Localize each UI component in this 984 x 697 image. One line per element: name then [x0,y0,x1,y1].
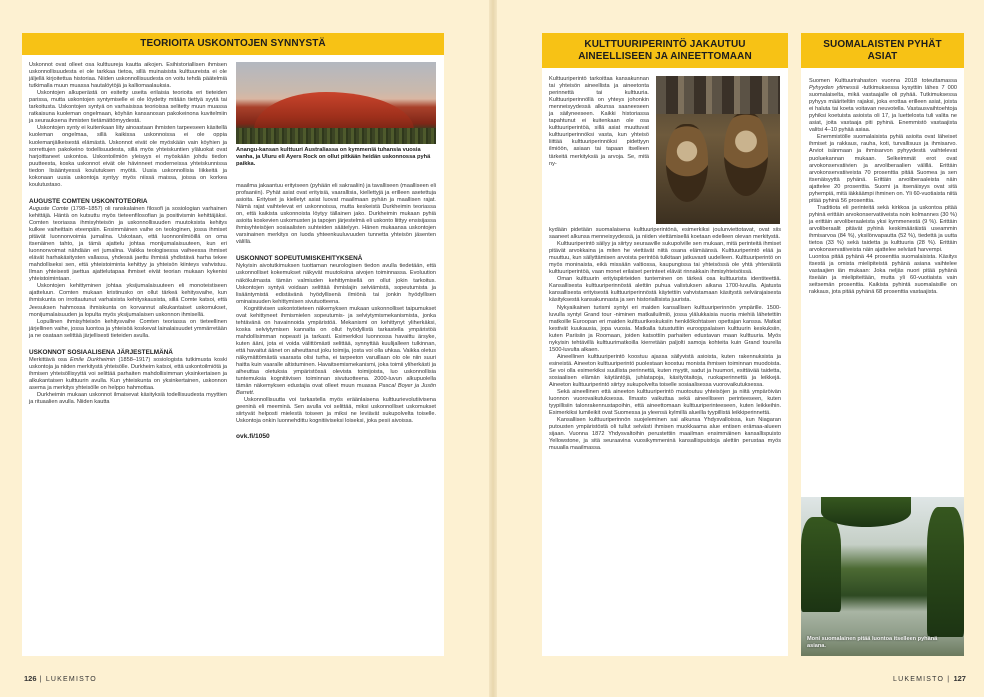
sidebar-text [809,78,957,296]
lake-photo-caption: Moni suomalainen pitää luontoa itselleen pyhänä asiana. [807,636,938,649]
comte-paragraph: Lopullinen ihmisyhteisön kehitysvaihe Comten teoriassa on tieteellinen järjellinen vaihe, jossa luontoa ja yhteisöä koskevat lainalaisuudet ymmärretään ja ne osataan selittää järjellisesti tieteiden avulla. [29,318,227,339]
right-article-title: KULTTUURIPERINTÖ JAKAUTUU AINEELLISEEN JA AINEETTOMAAN [578,38,752,62]
sidebar-paragraph [809,78,957,134]
uluru-photo-caption: Anangu-kansan kulttuuri Australiassa on kymmeniä tuhansia vuosia vanha, ja Uluru eli Ayers Rock on ollut pitkään heidän uskonnossa pyhä paikka. [236,147,431,167]
right-wide-column [549,227,781,453]
mask-left [666,124,708,202]
left-column-1 [29,62,227,406]
intro-paragraph: Uskontojen alkuperästä on esitetty useita erilaisia teorioita eri tieteiden parissa, mutta uskontojen syntymiselle ei ole löydetty mitään tiettyä syytä tai tarkoitusta. Uskontojen syntyä on varhaisissa teorioissa selitetty muun muassa ratkaisuna kuoleman ongelmaan, köyhän kansanosan pakokeinona kuvitelmiin ja seurauksena ihmisten tietämättömyydestä. [29,90,227,125]
sidebar-text-1: -tutkimuksessa kysyttiin lähes 7 000 suomalaiselta, mikä vastaajalle oli pyhää. Tutkimuksessa pyhyys määriteltiin rajaksi, joka erottaa erilleen asiat, joista ei haluta tai koeta voitavan neuvotella. Vastausvaihtoehtoja pyhiksi koetuista asioista oli 17, ja luettelosta tuli valita ne asiat, joita vastaaja piti pyhinä. Enemmistö vastaajista valitsi 4–10 pyhää asiaa. [809,85,957,134]
comte-paragraph [29,206,227,284]
sidebar-panel [801,33,964,656]
tree-canopy [821,497,911,527]
adaptation-paragraph [236,306,436,398]
comte-text: (1798–1857) oli ranskalainen filosofi ja sosiologian varhainen kehittäjä. Häntä on kutsuttu myös tieteenfilosofian ja positivismin kehittäjäksi. Comten teoriassa ihmisyhteisön ja uskonnollisuuden muutoksista kehitys kulkee vaiheittain eteenpäin. Ensimmäinen vaihe on teologinen, jossa ihmiset pitävät luonnonvoimia jumalina. Uskotaan, että luonnonilmiöillä on oma itsenäinen tahto, ja tämä ajattelu johtaa monijumalaisuuteen, kun eri luonnonvoimat nähdään eri jumalina. Vaikka teologisessa vaiheessa ihmiset elävät harhakäsitysten vallassa, yhdessä jaettu ihmisiä yhdistävä harha tekee mahdolliseksi sen, että yhteistoiminta kehittyy ja yhteisön kiinteys vahvistuu. Ilman yhteisesti jaettua ajattelutapaa ihmiset eivät teorian mukaan kykenisi yhteistoimintaan. [29,205,227,283]
mask-right [724,112,768,196]
ovk-link[interactable]: ovk.fi/1050 [236,432,270,440]
right-page-number: 127 [953,674,966,683]
left-page-number: 126 [24,674,37,683]
left-column-2 [236,183,436,440]
durkheim-name: Emile Durkheimin [70,356,116,363]
sidebar-title: SUOMALAISTEN PYHÄT ASIAT [823,38,942,62]
adaptation-paragraph: Nykyisin aivotutkimuksen tuottaman neurologisen tiedon avulla tiedetään, että uskonnolliset kokemukset näkyvät muutoksina aivojen toiminnassa. Evoluution näkökulmasta tämän valmiuden kehittymisellä on ollut jokin tarkoitus. Uskontojen syntyä voidaan selittää ihmislajin selviämistä, sopeutumista ja lisääntymistä edistävänä hyödyllisenä ilmiönä tai jonkin hyödyllisen ominaisuuden kehittymisen sivutuotteena. [236,263,436,305]
durkheim-continued-paragraph: maailma jakaantuu erityiseen (pyhään eli sakraaliin) ja tavalliseen (maalliseen eli profaaniin). Pyhät asiat ovat erityisiä, vaarallisia, kiellettyjä ja erilleen asetettuja asioita. Erityiset ja kielletyt asiat luovat maailmaan pyhän ja maallisen rajat. Nämä rajat vaihtelevat eri uskonnoissa, mutta keskeistä Durkheimin teoriassa on, että kaikista uskonnoista löytyy tällainen jako. Durkheimin mukaan pyhiä asioita koskevien uskomusten ja tapojen järjestelmä eli uskonto liittyy ensisijassa ihmisyhteisöjen sosiaalisten suhteiden säätelyyn. Hänen mukaansa uskontojen varsinainen merkitys on luoda yhteenkuuluvuuden tunnetta yhteisön jäsenten välillä. [236,183,436,246]
left-page-footer: 126 | LUKEMISTO [24,674,97,683]
right-article-panel [542,33,788,656]
sidebar-paragraph: Luontoa pitää pyhänä 44 prosenttia suomalaisista. Käsitys itsestä ja omista mielipiteistä pyhänä asiana vaihtelee vastaajien iän mukaan: Joka neljäs nuori pitää pyhänä itseään ja mielipiteitään, mutta yli 60-vuotiaista vain seitsemän prosenttia. Kaikista pyhintä suomalaisille on rakkaus, jota pitää pyhänä 68 prosenttia vastaajista. [809,254,957,296]
durkheim-heading: USKONNOT SOSIAALISENA JÄRJESTELMÄNÄ [29,348,173,356]
mask-headdress [656,76,780,114]
adaptation-paragraph: Uskonnollisuutta voi tarkastella myös eräänlaisena kulttuurievolutiivisena geeninä eli meeminä. Sen avulla voi selittää, miksi uskonnolliset uskomukset siirtyvät helposti mielestä toiseen ja miksi ne leviävät sukupolvelta toiselle. Uskontoja onkin luonnehdittu kognitiiviseksi loiseksi, joka pesii aivoissa. [236,397,436,425]
sidebar-lead: Suomen Kulttuurirahaston vuonna 2018 toteuttamassa [809,78,957,84]
study-name: Pyhyyden ytimessä [809,85,859,92]
durkheim-paragraph: Durkheimin mukaan uskonnot ilmaisevat käsityksiä todellisuudesta myyttien ja rituaalien avulla. Niiden kautta [29,391,227,406]
heritage-paragraph: Oman kulttuurin erityispiirteiden tunteminen on tärkeä osa kulttuurista identiteettiä. Kansallisesta kulttuuriperinnöstä alettiin puhua valistuksen aikana 1700-luvulla. Ajatusta kansallisesta erityisestä kulttuuriperinnöstä käytettiin vahvistamaan käsitystä selvärajaisesta käsityksestä kansakunnasta ja sen historiallisista juurista. [549,276,781,304]
left-article-title: TEORIOITA USKONTOJEN SYNNYSTÄ [140,38,326,49]
right-article-header [542,33,788,68]
comte-heading: AUGUSTE COMTEN USKONTOTEORIA [29,197,148,205]
sidebar-paragraph: Enemmistölle suomalaisista pyhiä asioita ovat läheiset ihmiset ja rakkaus, rauha, koti, turvallisuus ja ihmisarvo. Arviot isänmaan ja ihmisarvon pyhyydestä vaihtelevat puoluekannan mukaan. Selkeimmät erot ovat arvokonservatiivien ja arvoliberaalien välillä. Erittäin arvokonservatiiveista 70 prosenttia pitää Suomea ja sen itsenäisyyttä pyhänä. Erittäin arvoliberaaleista näin ajattelee 20 prosenttia. Suomi ja itsenäisyys ovat sitä pyhempiä, mitä iäkkäämpi ihminen on. Yli 60-vuotiaista niitä pitää pyhinä 56 prosenttia. [809,134,957,204]
bush-foreground [236,128,436,144]
left-book-title: LUKEMISTO [45,676,97,683]
comte-name: Auguste Comte [29,205,69,212]
durkheim-lead: Merkittävä osa [29,356,67,363]
heritage-paragraph: Kansallisen kulttuuriperinnön suojeleminen sai alkunsa Yhdysvalloissa, kun Niagaran putousten ympäristöstä oli tullut selvästi ihmisen muokkaama alue entisen erämaa-alueen sijaan. Vuonna 1872 Yhdysvaltoihin perustettiin maailman ensimmäinen kansallispuisto Yellowstone, ja sitä seuraavina vuosikymmeninä kansallispuistoja alettiin perustaa myös muualla maailmassa. [549,417,781,452]
heritage-paragraph: Aineellinen kulttuuriperintö koostuu ajassa säilyvistä asioista, kuten rakennuksista ja esineistä. Aineeton kulttuuriperintö puolestaan koostuu monista ihmisen toiminnan muodoista. Se voi olla esimerkiksi suullista perinnettä, kuten myytit, sadut ja huumori, esittävää taidetta, sosiaalisen elämän käytäntöjä, juhlatapoja, käsityötaitoja, ruokaperinnettä ja leikkejä. Aineeton kulttuuriperintö siirtyy sukupolvelta toiselle sosiaalisessa vuorovaikutuksessa. [549,353,781,389]
durkheim-paragraph [29,357,227,392]
heritage-intro-paragraph: Kulttuuriperintö tarkoittaa kansakunnan tai yhteisön aineellista ja aineetonta perinnettä tai kulttuuria. Kulttuuriperinnöllä on yhteys johonkin menneisyydessä alkunsa saaneeseen ja säilyneeseen. Kaikki historiassa tapahtunut ei kuitenkaan ole osa kulttuuriperintöä, sillä asiat muuttuvat kulttuuriperinnöksi vasta, kun yhteisö liittää kulttuuriperinnöksi pidettyyn ilmiöön, asiaan tai tapaan itselleen tärkeitä merkityksiä ja arvoja. Se, mitä ny- [549,76,649,167]
tree-left [801,517,841,612]
lake-photo [801,497,964,656]
intro-paragraph: Uskontojen synty ei kuitenkaan liity ainoastaan ihmisten tarpeeseen käsitellä kuoleman ongelmaa, sillä kaikissa uskonnoissa ei ole oppia kuolemanjälkeisestä elämästä. Uskonnot eivät ole myöskään vain köyhien ja sorrettujen pakokeino todellisuudesta, sillä myös yhteiskuntien yläluokat ovat harjoittaneet uskontoa. Uskontoilmiön yleisyys ei myöskään johdu tiedon puutteesta, koska uskonnot eivät ole hävinneet moderneissa yhteiskunnissa tiedon lisääntyessä koulutuksen myötä. Uusia uskonnollisia liikkeitä ja kokonaan uusia uskontoja syntyy myös niissä maissa, joissa on korkea koulutustaso. [29,125,227,188]
book-gutter [489,0,497,697]
left-article-panel [22,33,444,656]
masks-photo [656,76,780,224]
comte-paragraph: Uskontojen kehittyminen johtaa yksijumalaisuuteen eli monoteistiseen ajatteluun. Comten mukaan kristinusko on ollut tärkeä kehitysvaihe, kun ihmiskunta on irrottautunut varhaisista kehityskausista, sillä Comte katsoi, että Jeesuksen hahmossa ihmiskunta on korvannut alkukantaiset uskomukset, monijumalaisuuden ja lopulta myös yksijumalaisen uskonnon ihmisellä. [29,283,227,318]
durkheim-text: (1858–1917) sosiologista tutkimusta koski uskontoja ja niiden merkitystä yhteisölle. Durkheim katsoi, että uskontoilmiötä ja ihmisen yhteisöllisyyttä voi selittää parhaiten mahdollisimman yksinkertaisen ja alkukantaisen kulttuurin avulla. Kun yhteiskunta on yksinkertainen, uskonnon asema ja merkitys yhteisölle on helppo hahmottaa. [29,356,227,391]
right-page-footer: LUKEMISTO | 127 [893,674,966,683]
tree-right [927,507,964,637]
adaptation-heading: USKONNOT SOPEUTUMISKEHITYKSENÄ [236,255,363,263]
adaptation-names: Pascal Boyer ja Justin Barrett. [236,383,436,397]
heritage-paragraph: Nykyaikainen turismi syntyi eri maiden kansallisen kulttuuriperinnön ympärille. 1500-luvulla syntyi Grand tour -niminen matkailuilmiö, jossa ylälukkaisia nuoria miehiä lähetettiin matkoille Euroopan eri maiden kulttuurikeskuksiin henkilökohtaisen opettajan kanssa. Matkat kestivät kuukausia, jopa vuosia. Matkalla tutustuttiin eurooppalaisen kulttuurin keskuksiin, kuten Pariisiin ja Roomaan, joiden katsottiin parhaiten edustavan maan kulttuuria. Myös nykyisin tehtävillä kulttuurimatkoilla kierretään paljolti samoja kohteita kuin Grand tourella 1500-luvulta alkaen. [549,304,781,353]
right-book-title: LUKEMISTO [893,676,945,683]
adaptation-text: Kognitiivisen uskontotieteen näkemyksen mukaan uskonnolliset taipumukset ovat kehittyneet ihmismielen sopeutumis- ja selviytymismekanismista, jonka tehtävänä on havainnoida ympäristöä. Mekanismi on kehittynyt yliherkäksi, koska selviytymisen kannalta on ollut hyödyllistä tarkastella ympäristöä mahdollisimman nopeasti ja tarkasti. Esimerkiksi luonnossa havaittu ärsyke, kuten ääni, jota ei voida välittömästi selittää, synnyttää kuulijalleen tulkinnan, että havaitut äänet on aiheuttanut joku toimija, josta voi olla uhkaa. Vaikka oletus näkymättömästä vaarasta olisi turha, ei tarpeeton varuillaan olo ole niin suuri haitta kuin vaaralle altistuminen. Havaitsemismekanismi, joka toimii yliherkästi ja aiheuttaa oletuksia ympäristössä olevista toimijoista, luo uskonnollisia tuntemuksia kognitiivisen toiminnan sivutuotteena. 2000-luvun alkupuolella tämän näkemyksen edustajia ovat olleet muun muassa [236,305,436,390]
sidebar-header [801,33,964,68]
intro-paragraph: Uskonnot ovat olleet osa kulttuureja kautta aikojen. Esihistoriallisen ihmisen uskonnollisuudesta ei ole tarkkaa tietoa, sillä muinaisista kulttuureista ei ole jäljellä kirjoitettua historiaa. Niiden uskonnollisuudesta on voitu tehdä päätelmiä tutkimalla muun muassa hautalöytöjä ja kalliomaalauksia. [29,62,227,90]
left-article-header [22,33,444,55]
heritage-paragraph: Kulttuuriperintö säilyy ja siirtyy seuraaville sukupolville sen mukaan, mitä perinteitä ihmiset pitävät arvokkaina ja miten he viettävät niitä osana elämäänsä. Kulttuuriperintö elää ja muuttuu, kun säilyttämisen arvoista perintöä tulkitaan jatkuvasti uudelleen. Kulttuuriperintö on myös moninaista, eikä missään valtiossa, kaupungissa tai yhteisössä ole yhtä yhtenäistä kulttuuriperintöä, vaan monet erilaiset perinteet elävät rinnakkain ihmisyhteisöissä. [549,241,781,276]
right-narrow-column [549,76,649,168]
heritage-paragraph: Sekä aineellinen että aineeton kulttuuriperintö muotoutuu yhteisöjen ja niitä ympäröivän luonnon vuorovaikutuksessa. Ilmasto vaikuttaa sekä aineelliseen perinteeseen, kuten tyypillisiin talonrakennustapoihin, että aineettomaan kulttuuriperinteeseen, kuten leikkeihin. Esimerkiksi lumileikit ovat Suomessa ja yleensä kylmillä alueilla tyypillistä leikkiperinnettä. [549,389,781,417]
uluru-photo [236,62,436,144]
heritage-paragraph: kydään pidetään suomalaisena kulttuuriperintönä, esimerkiksi joulunviettotavat, ovat siis saaneet alkunsa menneisyydessä, ja niiden viettämisellä koetaan edelleen olevan merkitystä. [549,227,781,241]
sidebar-paragraph: Traditiota eli perinteitä sekä kirkkoa ja uskontoa pitää pyhinä erittäin arvokonservatiiveista noin kolmannes (30 %) ja erittäin arvoliberaaleista yksi kymmenestä (9 %). Erittäin arvoliberaalit pitävät pyhinä keskimääräistä useammin ihmisarvoa (84 %), yksilönvapautta (52 %), tiedettä ja uutta tietoa (33 %) sekä taidetta ja kulttuuria (28 %). Erittäin arvokonservatiiveista näin ajattelee selvästi harvempi. [809,204,957,254]
